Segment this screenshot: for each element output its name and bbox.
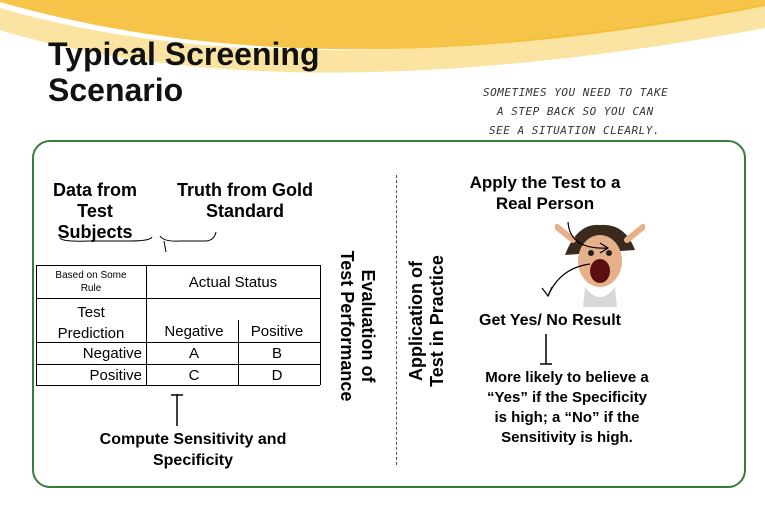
cell-a: A bbox=[188, 345, 199, 362]
divider-dashed bbox=[396, 175, 397, 465]
table-rule bbox=[36, 342, 320, 343]
table-rule bbox=[238, 320, 239, 385]
application-label: Application of Test in Practice bbox=[406, 255, 447, 387]
cell-c: C bbox=[188, 367, 200, 384]
table-rule bbox=[36, 265, 37, 385]
apply-test-label: Apply the Test to a Real Person bbox=[469, 173, 621, 213]
col-positive-label: Positive bbox=[250, 323, 304, 340]
evaluation-label: Evaluation of Test Performance bbox=[337, 250, 378, 402]
corner-note: Based on Some Rule bbox=[55, 270, 127, 294]
row-positive-label: Positive bbox=[89, 367, 142, 384]
table-rule bbox=[36, 385, 320, 386]
compute-label: Compute Sensitivity and Specificity bbox=[99, 431, 287, 469]
page-title: Typical Screening Scenario bbox=[48, 36, 320, 108]
table-rule bbox=[36, 364, 320, 365]
actual-status-label: Actual Status bbox=[188, 274, 278, 291]
get-result-label: Get Yes/ No Result bbox=[479, 312, 621, 329]
data-from-test-subjects-header: Data from Test Subjects bbox=[52, 180, 137, 242]
sketch-note: SOMETIMES YOU NEED TO TAKE A STEP BACK SO YOU CAN SEE A SITUATION CLEARLY. bbox=[483, 86, 669, 137]
down-arrow-icon bbox=[170, 394, 184, 428]
down-arrow-icon bbox=[539, 334, 553, 366]
table-rule bbox=[36, 298, 320, 299]
col-negative-label: Negative bbox=[164, 323, 224, 340]
table-rule bbox=[320, 265, 321, 385]
table-rule bbox=[36, 265, 320, 266]
cell-d: D bbox=[271, 367, 283, 384]
curved-arrow-icon bbox=[530, 260, 600, 300]
truth-from-gold-standard-header: Truth from Gold Standard bbox=[177, 180, 313, 221]
believe-note: More likely to believe a “Yes” if the Specificity is high; a “No” if the Sensitivity is high. bbox=[485, 369, 649, 446]
row-negative-label: Negative bbox=[82, 345, 142, 362]
test-prediction-label: Test Prediction bbox=[57, 304, 125, 342]
table-rule bbox=[146, 265, 147, 385]
cell-b: B bbox=[271, 345, 282, 362]
